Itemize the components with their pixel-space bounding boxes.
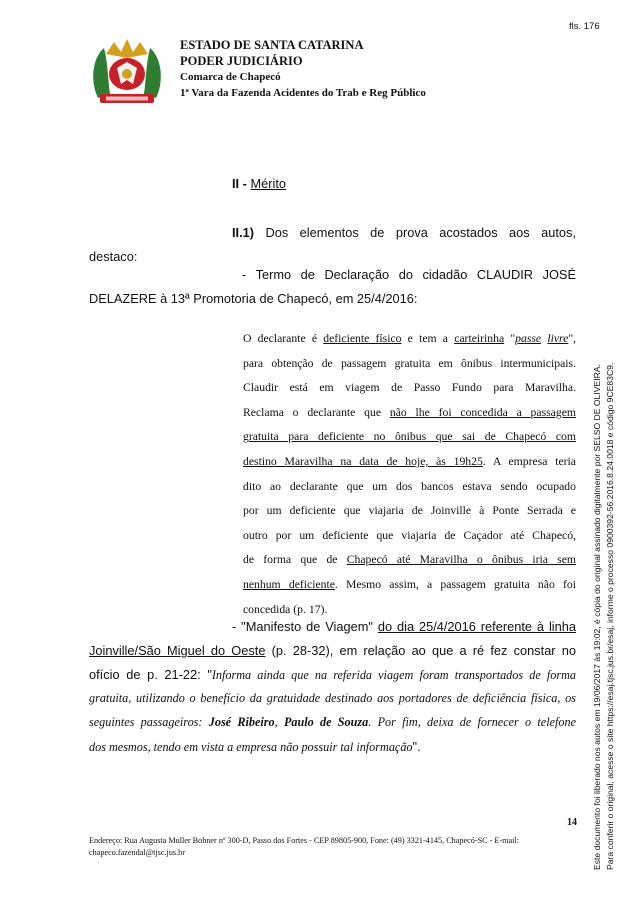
quote-line: Claudir está em viagem de Passo Fundo para Maravilha.: [243, 381, 576, 395]
section-number: II -: [232, 176, 247, 191]
header-district: Comarca de Chapecó: [180, 71, 281, 83]
item-manifest-line5: seguintes passageiros: José Ribeiro, Paulo de Souza. Por fim, deixa de fornecer o telefone: [89, 715, 576, 729]
quote-line: destino Maravilha na data de hoje, às 19h25. A empresa teria: [243, 454, 576, 468]
item-manifest-line4: gratuita, utilizando o benefício da gratuidade destinado aos portadores de deficiência física, os: [89, 691, 576, 705]
header-state: ESTADO DE SANTA CATARINA: [180, 38, 364, 52]
side-note-line1: Este documento foi liberado nos autos em 19/06/2017 às 19:02, é cópia do original assinado digitalmente por SELSO DE OLIVEIRA.: [592, 364, 602, 870]
quote-line: outro por um deficiente que viajaria de Caçador até Chapecó,: [243, 528, 576, 542]
side-note-line2: Para conferir o original, acesse o site https://esaj.tjsc.jus.br/esaj, informe o processo 0900392-56.2016.8.24.0018 e código 9CE83C9.: [604, 362, 615, 870]
quote-line: para obtenção de passagem gratuita em ônibus intermunicipais.: [243, 356, 576, 370]
block-quote: [243, 327, 576, 622]
paragraph-intro-line2: destaco:: [89, 249, 138, 264]
item-manifest-line2: Joinville/São Miguel do Oeste (p. 28-32), em relação ao que a ré fez constar no: [89, 643, 576, 658]
item-manifest-line1: - "Manifesto de Viagem" do dia 25/4/2016 referente à linha: [232, 619, 576, 634]
quote-line: Reclama o declarante que não lhe foi concedida a passagem: [243, 405, 576, 419]
court-header: [180, 37, 426, 101]
side-certification-note: [591, 290, 616, 870]
item-declaration-line2: DELAZERE à 13ª Promotoria de Chapecó, em 25/4/2016:: [89, 291, 418, 306]
quote-line: dito ao declarante que um dos bancos estava sendo ocupado: [243, 479, 576, 493]
quote-line: por um deficiente que viajaria de Joinville à Ponte Serrada e: [243, 504, 576, 518]
item-declaration-line1: - Termo de Declaração do cidadão CLAUDIR JOSÉ: [242, 267, 576, 282]
item-manifest-line3: ofício de p. 21-22: "Informa ainda que na referida viagem foram transportados de forma: [89, 667, 576, 682]
header-judiciary: PODER JUDICIÁRIO: [180, 54, 303, 68]
section-heading: [232, 176, 286, 191]
item-manifest-line6: dos mesmos, tendo em vista a empresa não possuir tal informação".: [89, 739, 421, 754]
quote-line: nenhum deficiente. Mesmo assim, a passagem gratuita não foi: [243, 577, 576, 591]
paragraph-label: II.1): [232, 225, 255, 240]
quote-line: de forma que de Chapecó até Maravilha o ônibus iria sem: [243, 553, 576, 567]
quote-line: gratuita para deficiente no ônibus que sai de Chapecó com: [243, 430, 576, 444]
footer-address: Endereço: Rua Augusta Muller Bohner nº 300-D, Passo dos Fortes - CEP 89805-900, Fone: (49) 3321-4145, Chapecó-SC - E-mail: chapeco.fazendal@tjsc.jus.br: [89, 836, 519, 857]
page-number: 14: [567, 817, 577, 828]
header-court: 1ª Vara da Fazenda Acidentes do Trab e Reg Público: [180, 87, 426, 99]
quote-line: O declarante é deficiente físico e tem a carteirinha "passe livre",: [243, 332, 577, 345]
quote-line: concedida (p. 17).: [243, 602, 328, 616]
paragraph-intro-line1: II.1) Dos elementos de prova acostados aos autos,: [232, 225, 576, 240]
coat-of-arms-seal: [88, 36, 166, 110]
section-title: Mérito: [250, 176, 287, 191]
page-folio: fls. 176: [569, 21, 600, 32]
